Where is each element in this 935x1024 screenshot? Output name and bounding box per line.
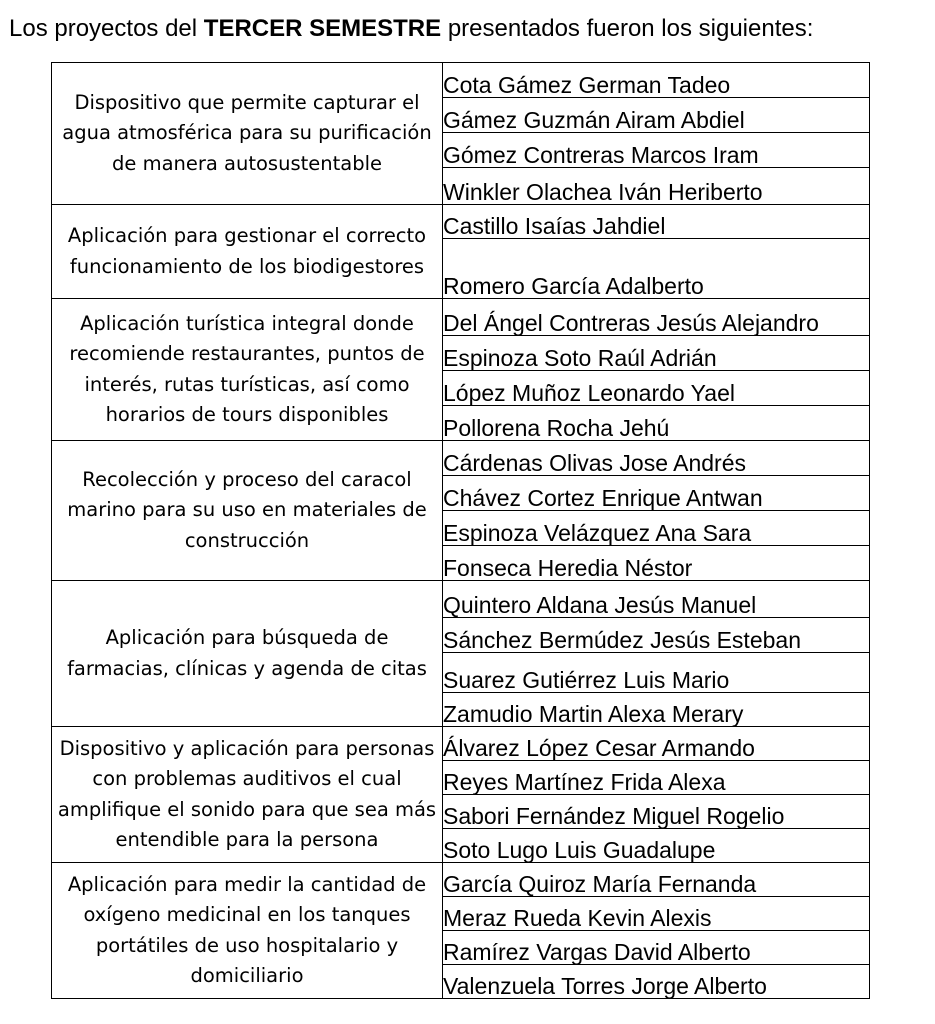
heading-bold: TERCER SEMESTRE bbox=[203, 15, 442, 42]
member-name: Valenzuela Torres Jorge Alberto bbox=[443, 965, 870, 999]
member-name: Zamudio Martin Alexa Merary bbox=[443, 693, 870, 727]
member-name: Suarez Gutiérrez Luis Mario bbox=[443, 653, 870, 693]
member-name: Del Ángel Contreras Jesús Alejandro bbox=[443, 299, 870, 336]
member-name: Meraz Rueda Kevin Alexis bbox=[443, 897, 870, 931]
member-name: Romero García Adalberto bbox=[443, 239, 870, 299]
member-name: Ramírez Vargas David Alberto bbox=[443, 931, 870, 965]
member-name: Winkler Olachea Iván Heriberto bbox=[443, 168, 870, 205]
member-name: Reyes Martínez Frida Alexa bbox=[443, 761, 870, 795]
member-name: Álvarez López Cesar Armando bbox=[443, 727, 870, 761]
table-row bbox=[52, 205, 870, 239]
heading-prefix: Los proyectos del bbox=[9, 15, 204, 42]
member-name: López Muñoz Leonardo Yael bbox=[443, 371, 870, 406]
member-name: García Quiroz María Fernanda bbox=[443, 863, 870, 897]
table-row bbox=[52, 863, 870, 897]
member-name: Gámez Guzmán Airam Abdiel bbox=[443, 98, 870, 133]
project-title: Aplicación para gestionar el correcto funcionamiento de los biodigestores bbox=[52, 205, 443, 299]
projects-table bbox=[51, 62, 870, 999]
member-name: Espinoza Velázquez Ana Sara bbox=[443, 511, 870, 546]
member-name: Castillo Isaías Jahdiel bbox=[443, 205, 870, 239]
project-title: Recolección y proceso del caracol marino para su uso en materiales de construcción bbox=[52, 441, 443, 581]
page-heading bbox=[9, 14, 929, 44]
member-name: Gómez Contreras Marcos Iram bbox=[443, 133, 870, 168]
member-name: Cárdenas Olivas Jose Andrés bbox=[443, 441, 870, 476]
heading-suffix: presentados fueron los siguientes: bbox=[441, 15, 814, 42]
project-title: Aplicación para medir la cantidad de oxígeno medicinal en los tanques portátiles de uso hospitalario y domiciliario bbox=[52, 863, 443, 999]
member-name: Fonseca Heredia Néstor bbox=[443, 546, 870, 581]
table-row bbox=[52, 581, 870, 618]
member-name: Soto Lugo Luis Guadalupe bbox=[443, 829, 870, 863]
member-name: Pollorena Rocha Jehú bbox=[443, 406, 870, 441]
project-title: Dispositivo y aplicación para personas con problemas auditivos el cual amplifique el sonido para que sea más entendible para la persona bbox=[52, 727, 443, 863]
member-name: Espinoza Soto Raúl Adrián bbox=[443, 336, 870, 371]
member-name: Quintero Aldana Jesús Manuel bbox=[443, 581, 870, 618]
table-row bbox=[52, 727, 870, 761]
table-row bbox=[52, 299, 870, 336]
member-name: Sánchez Bermúdez Jesús Esteban bbox=[443, 618, 870, 653]
table-row bbox=[52, 63, 870, 98]
project-title: Dispositivo que permite capturar el agua atmosférica para su purificación de manera autosustentable bbox=[52, 63, 443, 205]
project-title: Aplicación para búsqueda de farmacias, clínicas y agenda de citas bbox=[52, 581, 443, 727]
member-name: Chávez Cortez Enrique Antwan bbox=[443, 476, 870, 511]
table-row bbox=[52, 441, 870, 476]
member-name: Cota Gámez German Tadeo bbox=[443, 63, 870, 98]
member-name: Sabori Fernández Miguel Rogelio bbox=[443, 795, 870, 829]
project-title: Aplicación turística integral donde recomiende restaurantes, puntos de interés, rutas turísticas, así como horarios de tours disponibles bbox=[52, 299, 443, 441]
